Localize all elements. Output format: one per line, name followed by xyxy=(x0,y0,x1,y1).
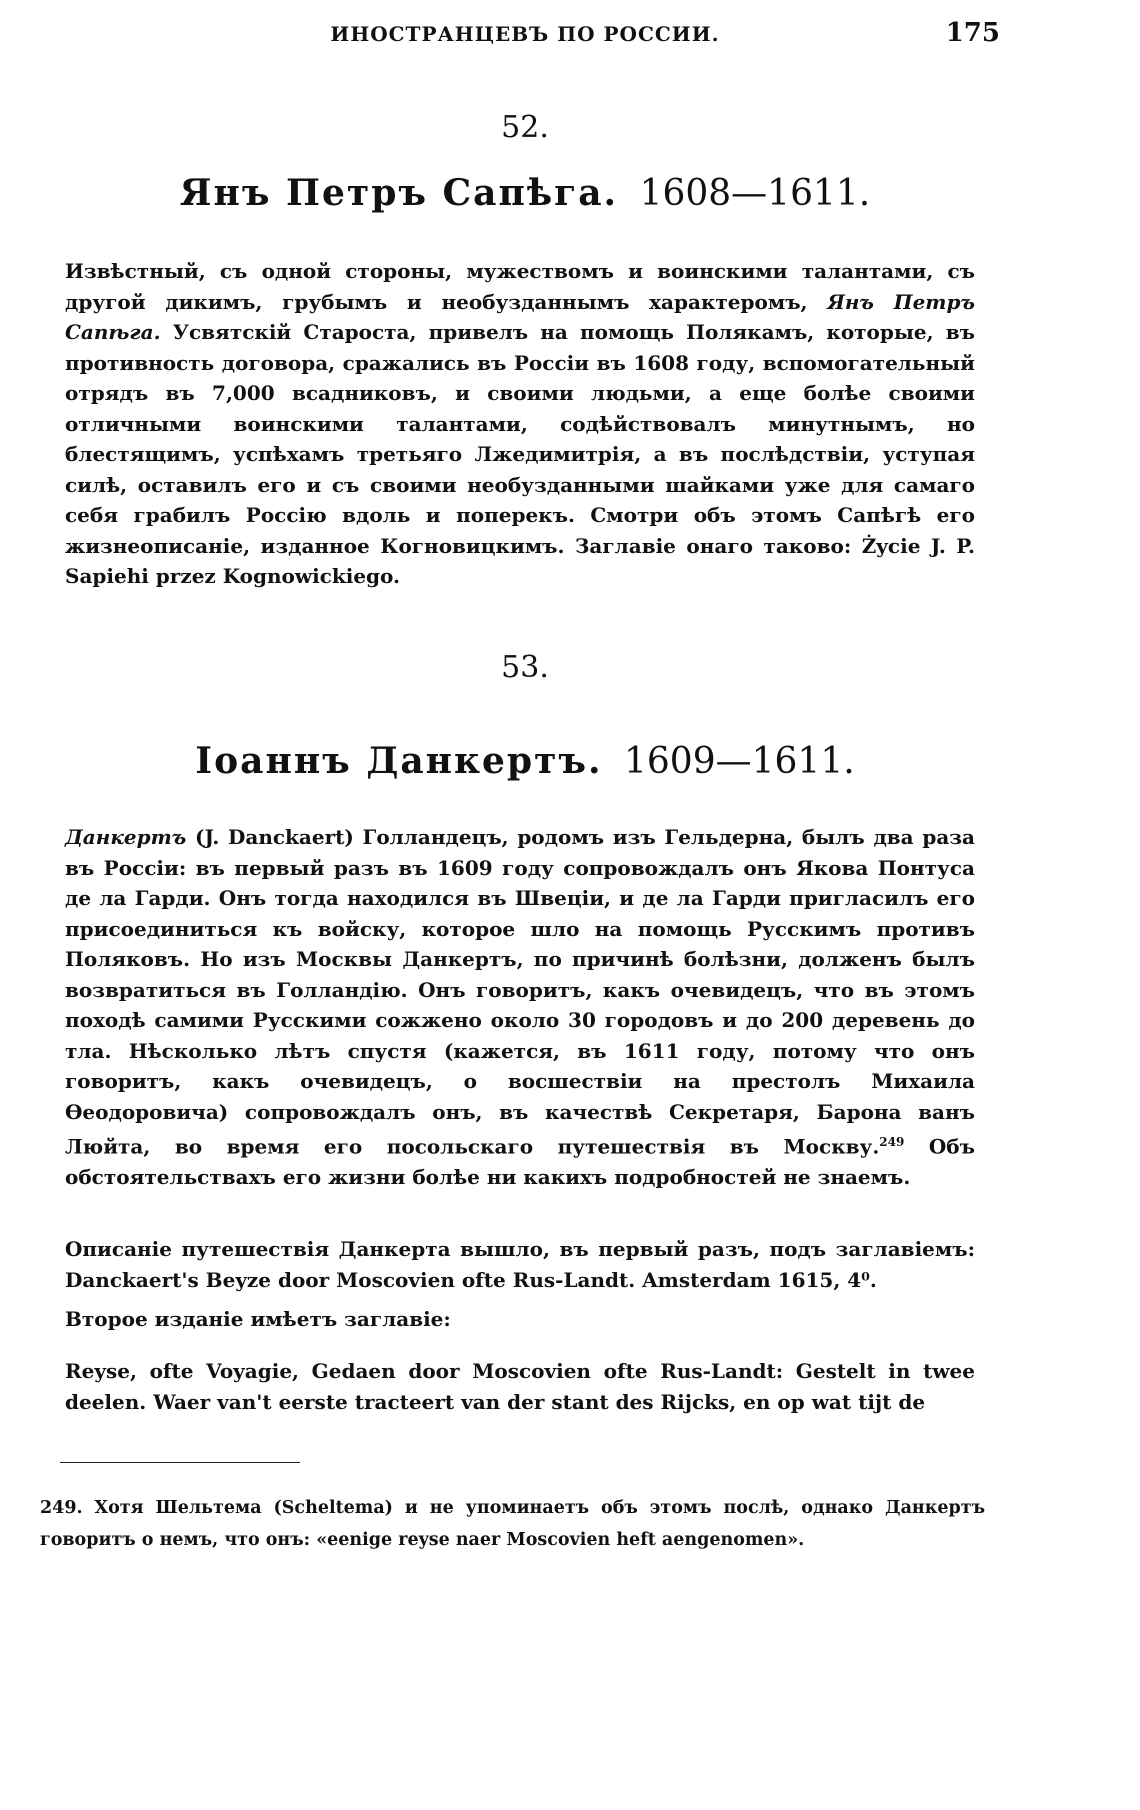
footnote-reference: 249 xyxy=(879,1135,905,1149)
footnote xyxy=(40,1492,985,1556)
running-head: ИНОСТРАНЦЕВЪ ПО РОССИИ. xyxy=(330,22,720,46)
section-title xyxy=(60,172,990,214)
footnote-divider xyxy=(60,1462,300,1463)
section-title-years: 1609—1611. xyxy=(624,741,855,782)
section-paragraph: Описаніе путешествія Данкерта вышло, въ первый разъ, подъ заглавіемъ: Danckaert's Beyze door Moscovien ofte Rus-Landt. Amsterdam 1615, 4⁰. xyxy=(65,1237,975,1292)
section-body xyxy=(65,256,975,592)
section-number: 53. xyxy=(501,650,549,685)
section-title-name: Янъ Петръ Сапѣга. xyxy=(179,172,619,214)
section-body xyxy=(65,822,975,1193)
page-number: 175 xyxy=(945,18,1000,48)
footnote-marker: 249. xyxy=(40,1498,83,1518)
section-title xyxy=(60,740,990,782)
body-italic-name: Данкертъ xyxy=(65,825,187,849)
body-text-rest: Усвятскій Староста, привелъ на помощь Полякамъ, которые, въ противность договора, сражались въ Россіи въ 1608 году, вспомогательный отрядъ въ 7,000 всадниковъ, и своими людьми, а еще болѣе своими отличными воинскими талантами, содѣйствовалъ минутнымъ, но блестящимъ, успѣхамъ третьяго Лжедимитрія, а въ послѣдствіи, уступая силѣ, оставилъ его и съ своими необузданными шайками уже для самаго себя грабилъ Россію вдоль и поперекъ. Смотри объ этомъ Сапѣгѣ его жизнеописаніе, изданное Когновицкимъ. Заглавіе онаго таково: Życie J. P. Sapiehi przez Kognowickiego. xyxy=(65,320,975,588)
section-number: 52. xyxy=(501,110,549,145)
body-text-end: Объ обстоятельствахъ его жизни болѣе ни какихъ подробностей не знаемъ. xyxy=(65,1134,975,1190)
section-title-years: 1608—1611. xyxy=(639,173,871,214)
body-text: Извѣстный, съ одной стороны, мужествомъ и воинскими талантами, съ другой дикимъ, грубымъ и необузданнымъ характеромъ, xyxy=(65,259,975,314)
section-title-name: Іоаннъ Данкертъ. xyxy=(195,740,603,782)
body-italic-name: Янъ Петръ Сапѣга. xyxy=(65,289,975,344)
footnote-text: Хотя Шельтема (Scheltema) и не упоминаетъ объ этомъ послѣ, однако Данкертъ говоритъ о немъ, что онъ: «eenige reyse naer Moscovien heft aengenomen». xyxy=(40,1498,985,1550)
body-text: (J. Danckaert) Голландецъ, родомъ изъ Гельдерна, былъ два раза въ Россіи: въ первый разъ въ 1609 году сопровождалъ онъ Якова Понтуса де ла Гарди. Онъ тогда находился въ Швеціи, и де ла Гарди пригласилъ его присоединиться къ войску, которое шло на помощь Русскимъ противъ Поляковъ. Но изъ Москвы Данкертъ, по причинѣ болѣзни, долженъ былъ возвратиться въ Голландію. Онъ говоритъ, какъ очевидецъ, что въ этомъ походѣ самими Русскими сожжено около 30 городовъ и до 200 деревень до тла. Нѣсколько лѣтъ спустя (кажется, въ 1611 году, потому что онъ говоритъ, какъ очевидецъ, о восшествіи на престолъ Михаила Ѳеодоровича) сопровождалъ онъ, въ качествѣ Секретаря, Барона ванъ Люйта, во время его посольскаго путешествія въ Москву. xyxy=(65,825,975,1159)
section-paragraph: Второе изданіе имѣетъ заглавіе: xyxy=(65,1307,451,1331)
section-paragraph: Reyse, ofte Voyagie, Gedaen door Moscovien ofte Rus-Landt: Gestelt in twee deelen. Waer van't eerste tracteert van der stant des Rijcks, en op wat tijt de xyxy=(65,1359,975,1414)
